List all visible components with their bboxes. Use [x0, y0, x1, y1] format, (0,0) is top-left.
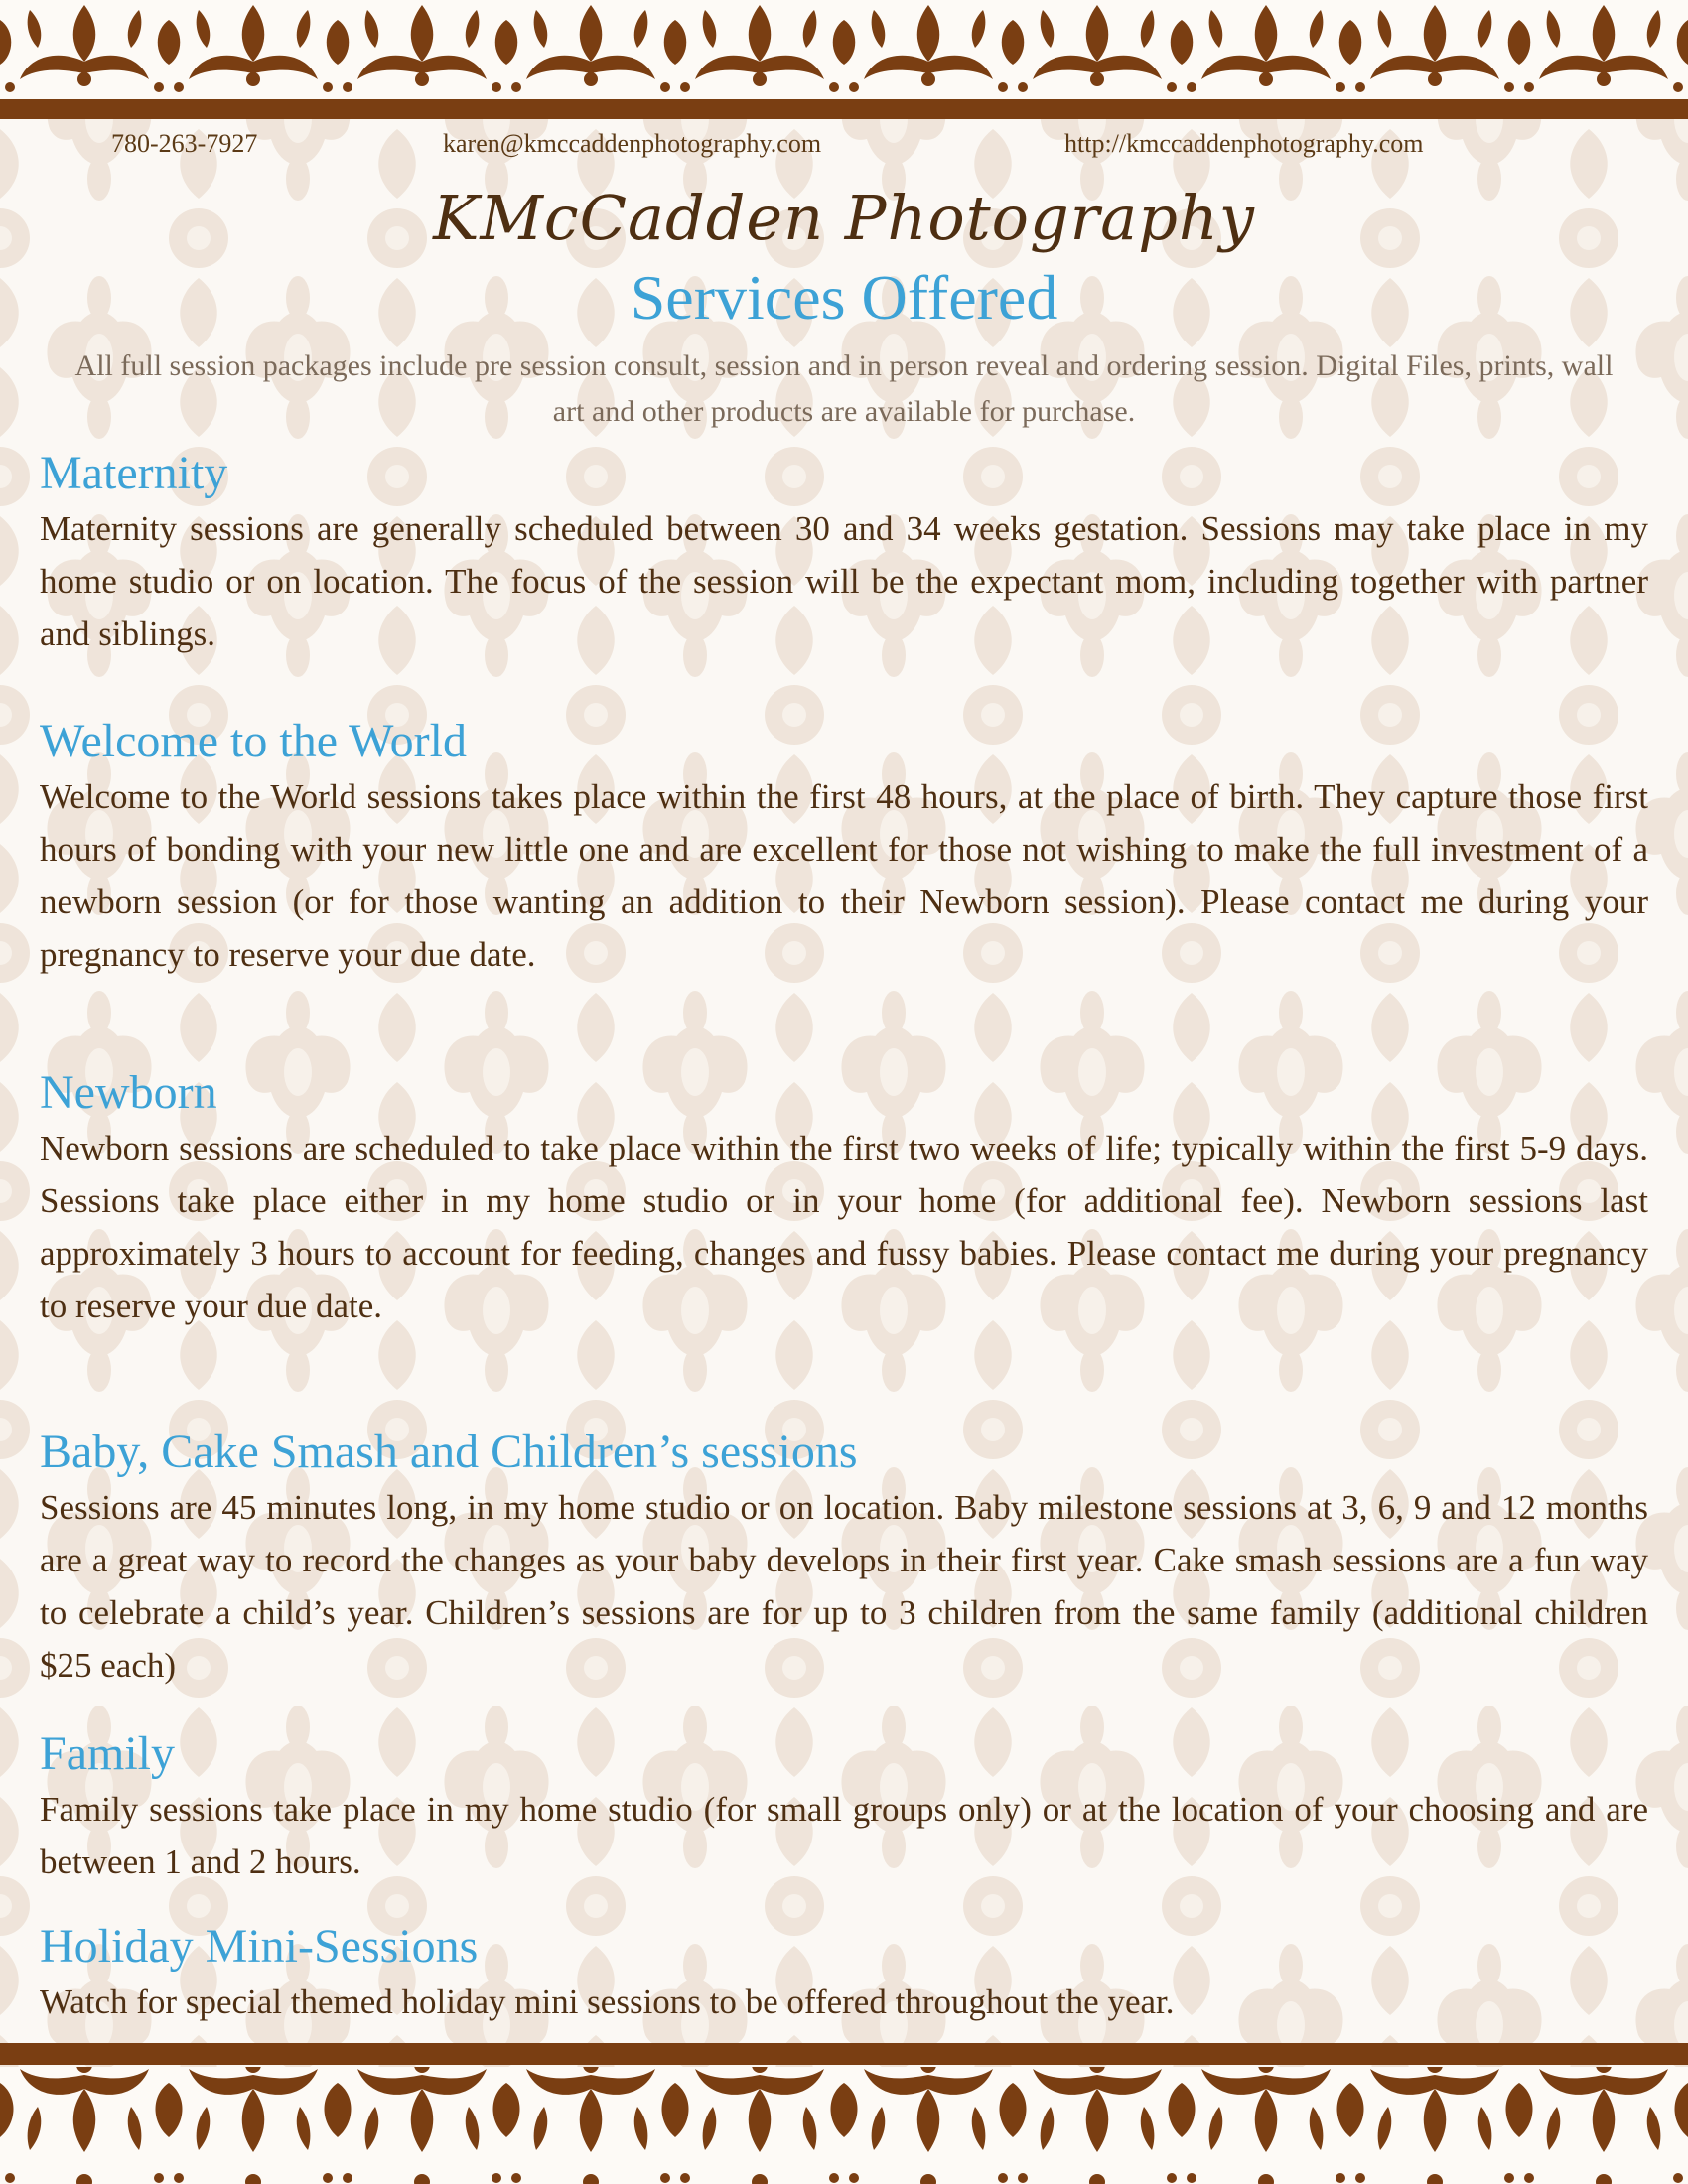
website-url: http://kmccaddenphotography.com [1064, 129, 1424, 158]
section-body: Sessions are 45 minutes long, in my home studio or on location. Baby milestone sessions at 3, 6, 9 and 12 months are a great way to record the changes as your baby develops in their first year. Cake smash sessions are a fun way to celebrate a child’s year. Children’s sessions are for up to 3 children from the same family (additional children $25 each) [40, 1488, 1648, 1685]
section-body: Maternity sessions are generally scheduled between 30 and 34 weeks gestation. Sessions may take place in my home studio or on location. The focus of the session will be the expectant mom, including together with partner and siblings. [40, 509, 1648, 653]
section-family [40, 1725, 1648, 1888]
section-body: Family sessions take place in my home studio (for small groups only) or at the location of your choosing and are between 1 and 2 hours. [40, 1790, 1648, 1881]
section-baby-cake-smash-children [40, 1424, 1648, 1692]
section-body: Welcome to the World sessions takes place within the first 48 hours, at the place of birth. They capture those first hours of bonding with your new little one and are excellent for those not wishing to make the full investment of a newborn session (or for those wanting an addition to their Newborn session). Please contact me during your pregnancy to reserve your due date. [40, 777, 1648, 974]
phone-number: 780-263-7927 [111, 129, 258, 158]
section-body: Newborn sessions are scheduled to take place within the first two weeks of life; typically within the first 5-9 days. Sessions take place either in my home studio or in your home (for additional fee). Newborn sessions last approximately 3 hours to account for feeding, changes and fussy babies. Please contact me during your pregnancy to reserve your due date. [40, 1129, 1648, 1325]
contact-row [0, 129, 1688, 165]
section-heading: Family [40, 1727, 176, 1780]
email-address: karen@kmccaddenphotography.com [443, 129, 822, 158]
section-body: Watch for special themed holiday mini sessions to be offered throughout the year. [40, 1982, 1175, 2021]
intro-paragraph: All full session packages include pre session consult, session and in person reveal and ordering session. Digital Files, prints, wall art and other products are available for purchase. [74, 349, 1614, 428]
section-maternity [40, 445, 1648, 660]
section-welcome-to-the-world [40, 713, 1648, 981]
section-holiday-mini-sessions [40, 1918, 1648, 2028]
section-heading: Holiday Mini-Sessions [40, 1920, 479, 1973]
section-newborn [40, 1064, 1648, 1332]
section-heading: Maternity [40, 447, 228, 499]
page-title: Services Offered [630, 262, 1058, 333]
section-heading: Welcome to the World [40, 715, 467, 767]
section-heading: Newborn [40, 1066, 217, 1119]
brand-logo-script: KMcCadden Photography [433, 182, 1255, 254]
section-heading: Baby, Cake Smash and Children’s sessions [40, 1426, 858, 1478]
